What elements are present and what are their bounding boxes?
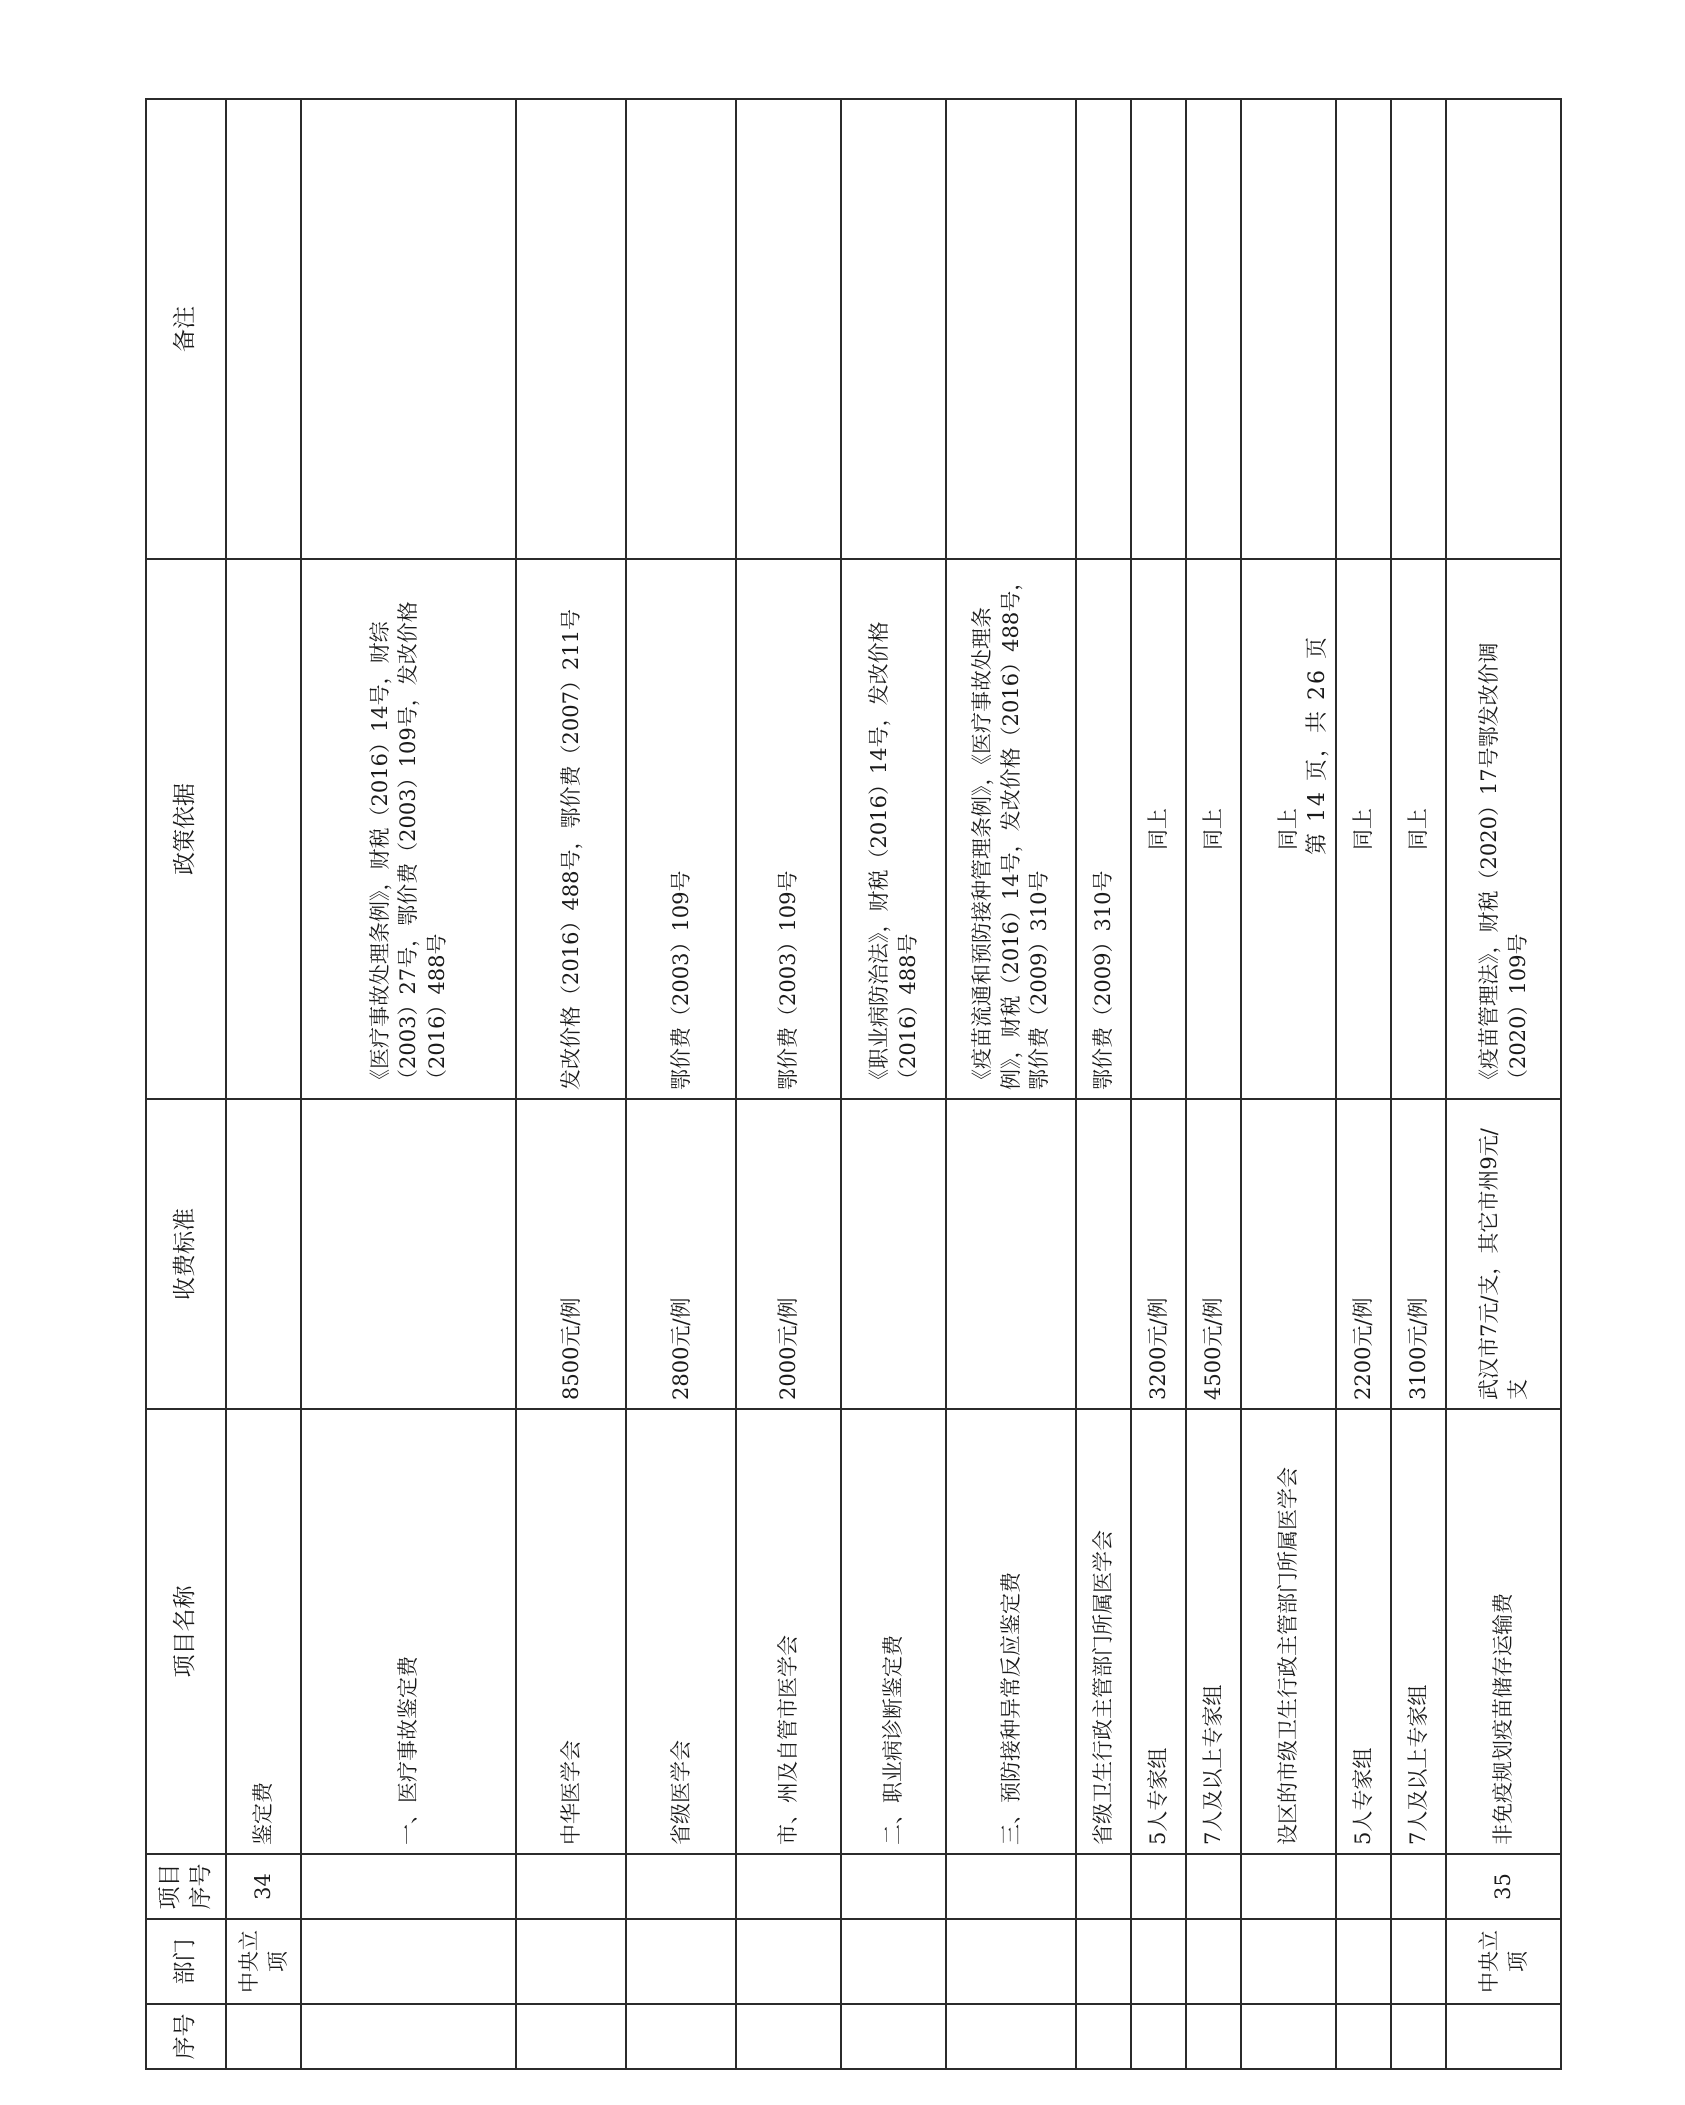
cell-item-name: 省级卫生行政主管部门所属医学会 <box>1076 1409 1131 1854</box>
cell-fee-standard: 2800元/例 <box>626 1099 736 1409</box>
cell-dept <box>626 1919 736 2004</box>
cell-dept: 中央立项 <box>1446 1919 1561 2004</box>
header-item-no: 项目序号 <box>146 1854 226 1919</box>
cell-item-name: 一、医疗事故鉴定费 <box>301 1409 516 1854</box>
cell-policy-basis: 《职业病防治法》，财税（2016）14号，发改价格（2016）488号 <box>841 559 946 1099</box>
cell-item-no: 34 <box>226 1854 301 1919</box>
cell-note <box>1391 99 1446 559</box>
cell-note <box>736 99 841 559</box>
cell-fee-standard <box>1076 1099 1131 1409</box>
cell-fee-standard <box>301 1099 516 1409</box>
cell-policy-basis <box>226 559 301 1099</box>
cell-note <box>1336 99 1391 559</box>
cell-dept <box>1336 1919 1391 2004</box>
cell-seq <box>946 2004 1076 2069</box>
cell-item-name: 鉴定费 <box>226 1409 301 1854</box>
cell-fee-standard: 8500元/例 <box>516 1099 626 1409</box>
table-row <box>736 99 841 2069</box>
cell-seq <box>1241 2004 1336 2069</box>
cell-note <box>226 99 301 559</box>
table-row <box>1131 99 1186 2069</box>
fee-table <box>145 98 1562 2070</box>
cell-note <box>1131 99 1186 559</box>
table-row <box>1186 99 1241 2069</box>
cell-fee-standard <box>841 1099 946 1409</box>
cell-note <box>1186 99 1241 559</box>
cell-policy-basis: 鄂价费（2009）310号 <box>1076 559 1131 1099</box>
cell-policy-basis: 同上 <box>1391 559 1446 1099</box>
cell-fee-standard: 2000元/例 <box>736 1099 841 1409</box>
cell-dept <box>516 1919 626 2004</box>
cell-item-no <box>516 1854 626 1919</box>
cell-note <box>1446 99 1561 559</box>
cell-item-name: 二、职业病诊断鉴定费 <box>841 1409 946 1854</box>
cell-fee-standard: 2200元/例 <box>1336 1099 1391 1409</box>
header-item-name: 项目名称 <box>146 1409 226 1854</box>
cell-item-no <box>626 1854 736 1919</box>
cell-item-no <box>946 1854 1076 1919</box>
table-row <box>1391 99 1446 2069</box>
header-policy-basis: 政策依据 <box>146 559 226 1099</box>
cell-policy-basis: 同上 <box>1336 559 1391 1099</box>
cell-item-name: 市、州及自管市医学会 <box>736 1409 841 1854</box>
cell-item-name: 设区的市级卫生行政主管部门所属医学会 <box>1241 1409 1336 1854</box>
cell-note <box>1241 99 1336 559</box>
table-row <box>226 99 301 2069</box>
cell-seq <box>1186 2004 1241 2069</box>
cell-item-name: 5人专家组 <box>1131 1409 1186 1854</box>
cell-policy-basis: 鄂价费（2003）109号 <box>626 559 736 1099</box>
cell-dept: 中央立项 <box>226 1919 301 2004</box>
table-row <box>1241 99 1336 2069</box>
cell-note <box>626 99 736 559</box>
cell-seq <box>736 2004 841 2069</box>
cell-dept <box>946 1919 1076 2004</box>
cell-seq <box>1446 2004 1561 2069</box>
cell-item-no <box>841 1854 946 1919</box>
table-row <box>1076 99 1131 2069</box>
cell-policy-basis: 鄂价费（2003）109号 <box>736 559 841 1099</box>
cell-item-no <box>736 1854 841 1919</box>
cell-item-name: 三、预防接种异常反应鉴定费 <box>946 1409 1076 1854</box>
table-row <box>946 99 1076 2069</box>
cell-policy-basis: 《疫苗管理法》，财税（2020）17号鄂发改价调（2020）109号 <box>1446 559 1561 1099</box>
cell-fee-standard: 4500元/例 <box>1186 1099 1241 1409</box>
cell-dept <box>736 1919 841 2004</box>
cell-seq <box>626 2004 736 2069</box>
cell-note <box>1076 99 1131 559</box>
cell-item-name: 省级医学会 <box>626 1409 736 1854</box>
table-row <box>626 99 736 2069</box>
cell-seq <box>1076 2004 1131 2069</box>
cell-fee-standard <box>946 1099 1076 1409</box>
table-row <box>1336 99 1391 2069</box>
rotated-page <box>145 100 1685 2070</box>
cell-note <box>301 99 516 559</box>
cell-fee-standard <box>1241 1099 1336 1409</box>
cell-item-no <box>1241 1854 1336 1919</box>
cell-item-no <box>301 1854 516 1919</box>
cell-item-name: 7人及以上专家组 <box>1186 1409 1241 1854</box>
cell-note <box>841 99 946 559</box>
cell-seq <box>226 2004 301 2069</box>
cell-dept <box>1241 1919 1336 2004</box>
cell-item-no: 35 <box>1446 1854 1561 1919</box>
cell-policy-basis: 同上 <box>1241 559 1336 1099</box>
cell-item-name: 7人及以上专家组 <box>1391 1409 1446 1854</box>
table-row <box>516 99 626 2069</box>
cell-policy-basis: 发改价格（2016）488号，鄂价费（2007）211号 <box>516 559 626 1099</box>
cell-item-name: 中华医学会 <box>516 1409 626 1854</box>
cell-item-no <box>1186 1854 1241 1919</box>
cell-fee-standard <box>226 1099 301 1409</box>
table-row <box>841 99 946 2069</box>
header-dept: 部门 <box>146 1919 226 2004</box>
cell-policy-basis: 《医疗事故处理条例》，财税（2016）14号，财综（2003）27号，鄂价费（2003）109号，发改价格（2016）488号 <box>301 559 516 1099</box>
cell-fee-standard: 武汉市7元/支，其它市州9元/支 <box>1446 1099 1561 1409</box>
cell-item-no <box>1391 1854 1446 1919</box>
header-fee-standard: 收费标准 <box>146 1099 226 1409</box>
cell-item-name: 5人专家组 <box>1336 1409 1391 1854</box>
cell-seq <box>1131 2004 1186 2069</box>
header-seq: 序号 <box>146 2004 226 2069</box>
cell-dept <box>301 1919 516 2004</box>
table-row <box>301 99 516 2069</box>
cell-item-no <box>1336 1854 1391 1919</box>
cell-seq <box>1391 2004 1446 2069</box>
cell-item-no <box>1076 1854 1131 1919</box>
table-body <box>226 99 1561 2069</box>
cell-fee-standard: 3100元/例 <box>1391 1099 1446 1409</box>
cell-dept <box>1391 1919 1446 2004</box>
cell-fee-standard: 3200元/例 <box>1131 1099 1186 1409</box>
cell-dept <box>841 1919 946 2004</box>
cell-item-name: 非免疫规划疫苗储存运输费 <box>1446 1409 1561 1854</box>
cell-policy-basis: 同上 <box>1131 559 1186 1099</box>
cell-dept <box>1131 1919 1186 2004</box>
table-row <box>1446 99 1561 2069</box>
cell-note <box>516 99 626 559</box>
cell-dept <box>1076 1919 1131 2004</box>
cell-seq <box>1336 2004 1391 2069</box>
page-number: 第 14 页，共 26 页 <box>1305 635 1330 855</box>
header-note: 备注 <box>146 99 226 559</box>
cell-note <box>946 99 1076 559</box>
cell-seq <box>516 2004 626 2069</box>
cell-item-no <box>1131 1854 1186 1919</box>
cell-policy-basis: 同上 <box>1186 559 1241 1099</box>
cell-policy-basis: 《疫苗流通和预防接种管理条例》，《医疗事故处理条例》，财税（2016）14号，发改价格（2016）488号，鄂价费（2009）310号 <box>946 559 1076 1099</box>
table-header-row <box>146 99 226 2069</box>
cell-seq <box>301 2004 516 2069</box>
cell-seq <box>841 2004 946 2069</box>
cell-dept <box>1186 1919 1241 2004</box>
